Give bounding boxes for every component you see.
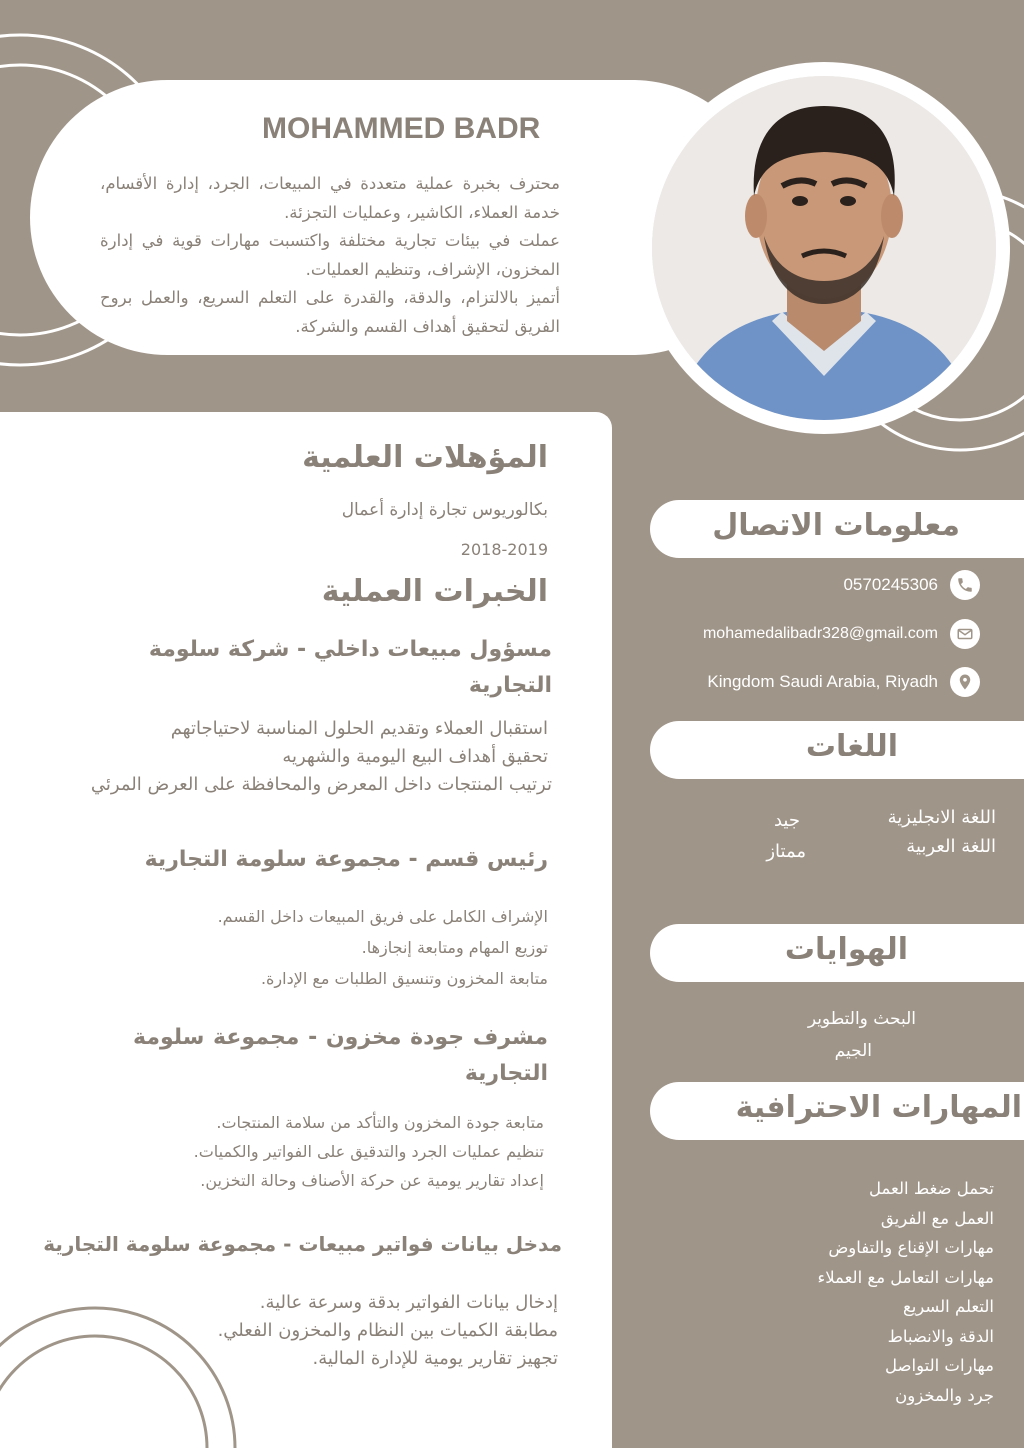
education-years: 2018-2019 <box>460 540 548 559</box>
skills-title: المهارات الاحترافية <box>735 1090 1022 1125</box>
job-duty: إعداد تقارير يومية عن حركة الأصناف وحالة التخزين. <box>200 1171 544 1190</box>
job-duty: ترتيب المنتجات داخل المعرض والمحافظة على العرض المرئي <box>90 774 552 795</box>
candidate-name: MOHAMMED BADR <box>262 112 541 145</box>
profile-photo <box>652 76 996 420</box>
job-duty: مطابقة الكميات بين النظام والمخزون الفعلي. <box>217 1320 558 1341</box>
phone-icon <box>950 570 980 600</box>
skill-item: تحمل ضغط العمل <box>868 1179 994 1198</box>
skills-list <box>817 1174 994 1410</box>
skill-item: العمل مع الفريق <box>880 1208 994 1228</box>
profile-summary <box>100 170 560 341</box>
email-address: mohamedalibadr328@gmail.com <box>702 625 938 642</box>
hobby-item: الجيم <box>834 1041 872 1061</box>
languages-title: اللغات <box>805 729 898 764</box>
contact-email[interactable] <box>703 619 980 649</box>
job-title: مشرف جودة مخزون - مجموعة سلومة التجارية <box>133 1025 548 1086</box>
hobbies-title: الهوايات <box>784 932 908 967</box>
job-title: رئيس قسم - مجموعة سلومة التجارية <box>144 847 548 872</box>
language-name: اللغة الانجليزية <box>887 807 996 828</box>
hobby-item: البحث والتطوير <box>807 1009 916 1029</box>
experience-title: الخبرات العملية <box>321 574 548 609</box>
language-name: اللغة العربية <box>906 836 996 857</box>
education-title: المؤهلات العلمية <box>302 440 548 475</box>
job-duty: تحقيق أهداف البيع اليومية والشهريه <box>282 746 548 767</box>
job-duty: تنظيم عمليات الجرد والتدقيق على الفواتير والكميات. <box>193 1142 544 1161</box>
person-avatar-icon <box>652 76 996 420</box>
job-duty: تجهيز تقارير يومية للإدارة المالية. <box>312 1348 558 1369</box>
job-duty: توزيع المهام ومتابعة إنجازها. <box>361 938 548 957</box>
skill-item: التعلم السريع <box>902 1297 994 1316</box>
contact-title: معلومات الاتصال <box>712 508 960 543</box>
location-pin-icon <box>950 667 980 697</box>
summary-paragraph: محترف بخبرة عملية متعددة في المبيعات، الجرد، إدارة الأقسام، خدمة العملاء، الكاشير، وعمليات التجزئة. <box>100 174 560 222</box>
job-duty: الإشراف الكامل على فريق المبيعات داخل القسم. <box>217 907 548 926</box>
contact-location <box>707 667 980 697</box>
email-icon <box>950 619 980 649</box>
job-duty: متابعة جودة المخزون والتأكد من سلامة المنتجات. <box>216 1113 544 1132</box>
skill-item: الدقة والانضباط <box>887 1326 994 1346</box>
location-text: Kingdom Saudi Arabia, Riyadh <box>707 672 938 691</box>
skill-item: مهارات التعامل مع العملاء <box>817 1267 994 1287</box>
job-title: مدخل بيانات فواتير مبيعات - مجموعة سلومة التجارية <box>43 1232 562 1256</box>
job-duty: استقبال العملاء وتقديم الحلول المناسبة لاحتياجاتهم <box>170 718 548 739</box>
contact-phone[interactable] <box>843 570 980 600</box>
language-level: ممتاز <box>766 841 806 862</box>
phone-number: 0570245306 <box>843 575 938 594</box>
job-duty: إدخال بيانات الفواتير بدقة وسرعة عالية. <box>259 1292 558 1313</box>
job-duty: متابعة المخزون وتنسيق الطلبات مع الإدارة. <box>260 969 548 988</box>
job-title: مسؤول مبيعات داخلي - شركة سلومة التجارية <box>148 637 552 698</box>
skill-item: جرد والمخزون <box>895 1385 994 1405</box>
summary-paragraph: عملت في بيئات تجارية مختلفة واكتسبت مهارات قوية في إدارة المخزون، الإشراف، وتنظيم العمليات. <box>100 231 560 279</box>
skill-item: مهارات التواصل <box>884 1356 994 1375</box>
language-level: جيد <box>773 810 800 831</box>
summary-paragraph: أتميز بالالتزام، والدقة، والقدرة على التعلم السريع، والعمل بروح الفريق لتحقيق أهداف القسم والشركة. <box>100 288 560 336</box>
skill-item: مهارات الإقناع والتفاوض <box>828 1238 994 1257</box>
education-degree: بكالوريوس تجارة إدارة أعمال <box>341 500 548 520</box>
